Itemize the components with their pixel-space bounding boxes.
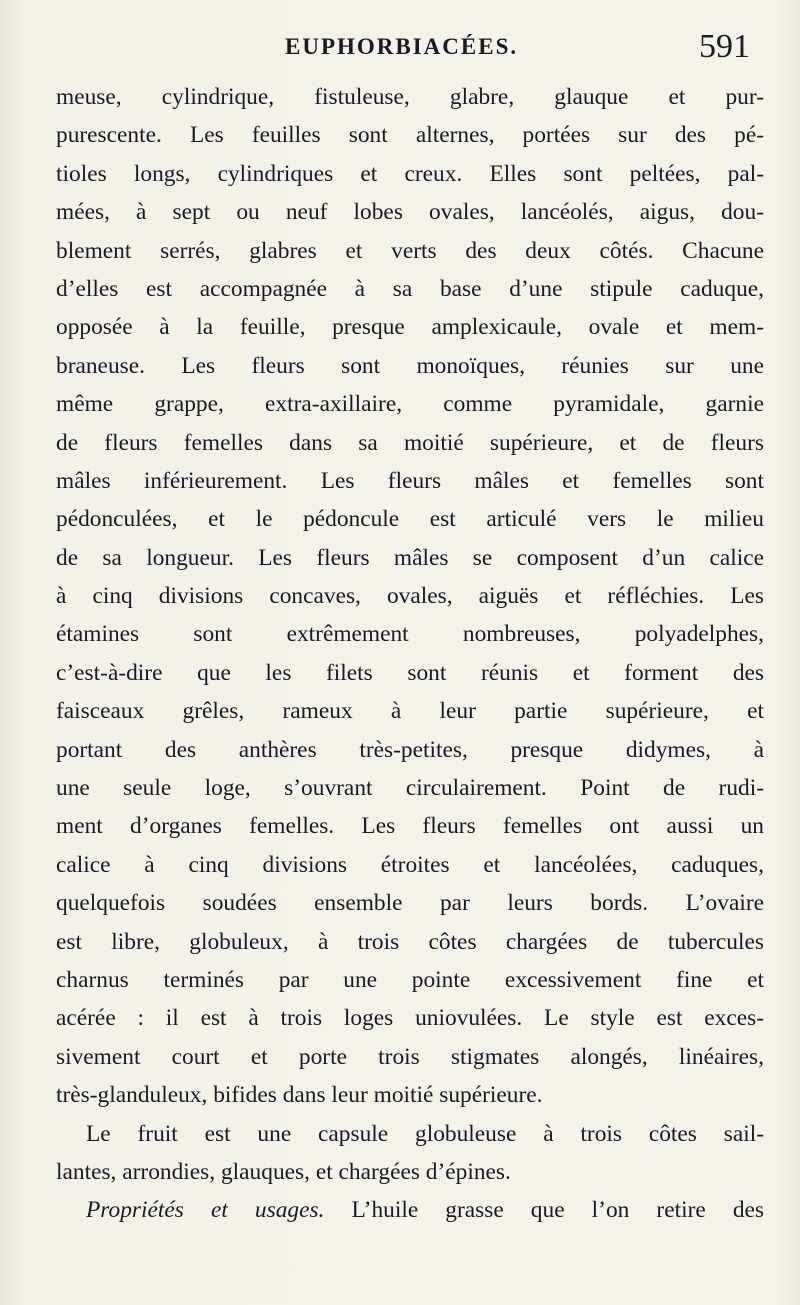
text-line: meuse, cylindrique, fistuleuse, glabre, glauque et pur-	[56, 84, 764, 110]
text-line: de fleurs femelles dans sa moitié supérieure, et de fleurs	[56, 429, 764, 456]
text-line: une seule loge, s’ouvrant circulairement. Point de rudi-	[56, 775, 764, 802]
text-line: à cinq divisions concaves, ovales, aiguës et réfléchies. Les	[56, 583, 764, 610]
text-line: est libre, globuleux, à trois côtes chargées de tubercules	[56, 928, 764, 955]
text-line: ment d’organes femelles. Les fleurs femelles ont aussi un	[56, 813, 764, 840]
text-line: purescente. Les feuilles sont alternes, portées sur des pé-	[56, 122, 764, 149]
text-line: opposée à la feuille, presque amplexicaule, ovale et mem-	[56, 314, 764, 341]
paragraph-fruit-line: lantes, arrondies, glauques, et chargées d’épines.	[56, 1158, 511, 1185]
text-line: étamines sont extrêmement nombreuses, polyadelphes,	[56, 621, 764, 648]
text-line: charnus terminés par une pointe excessivement fine et	[56, 966, 764, 993]
text-line: c’est-à-dire que les filets sont réunis et forment des	[56, 659, 764, 686]
paragraph-properties-line	[56, 1191, 764, 1229]
text-line: portant des anthères très-petites, presque didymes, à	[56, 736, 764, 763]
page-number: 591	[699, 28, 750, 65]
text-line: mâles inférieurement. Les fleurs mâles et femelles sont	[56, 467, 764, 494]
body-text	[56, 78, 764, 1230]
text-line: de sa longueur. Les fleurs mâles se composent d’un calice	[56, 544, 764, 571]
text-line: blement serrés, glabres et verts des deux côtés. Chacune	[56, 237, 764, 264]
text-line: calice à cinq divisions étroites et lancéolées, caduques,	[56, 851, 764, 878]
text-line: mées, à sept ou neuf lobes ovales, lancéolés, aigus, dou-	[56, 199, 764, 226]
text-line: très-glanduleux, bifides dans leur moitié supérieure.	[56, 1082, 543, 1109]
text-line: faisceaux grêles, rameux à leur partie supérieure, et	[56, 698, 764, 725]
text-line: tioles longs, cylindriques et creux. Elles sont peltées, pal-	[56, 160, 764, 187]
page-header	[60, 28, 760, 72]
section-heading-italic: Propriétés et usages.	[86, 1197, 325, 1224]
text-line: braneuse. Les fleurs sont monoïques, réunies sur une	[56, 352, 764, 379]
text-line: même grappe, extra-axillaire, comme pyramidale, garnie	[56, 391, 764, 418]
text-line: sivement court et porte trois stigmates alongés, linéaires,	[56, 1043, 764, 1070]
paragraph-fruit-line: Le fruit est une capsule globuleuse à trois côtes sail-	[86, 1120, 764, 1147]
text-line: d’elles est accompagnée à sa base d’une stipule caduque,	[56, 275, 764, 302]
text-line: acérée : il est à trois loges uniovulées. Le style est exces-	[56, 1005, 764, 1032]
text-line: pédonculées, et le pédoncule est articulé vers le milieu	[56, 506, 764, 533]
running-title: EUPHORBIACÉES.	[285, 34, 519, 59]
paragraph-properties-text: L’huile grasse que l’on retire des	[324, 1197, 764, 1224]
text-line: quelquefois soudées ensemble par leurs bords. L’ovaire	[56, 890, 764, 917]
